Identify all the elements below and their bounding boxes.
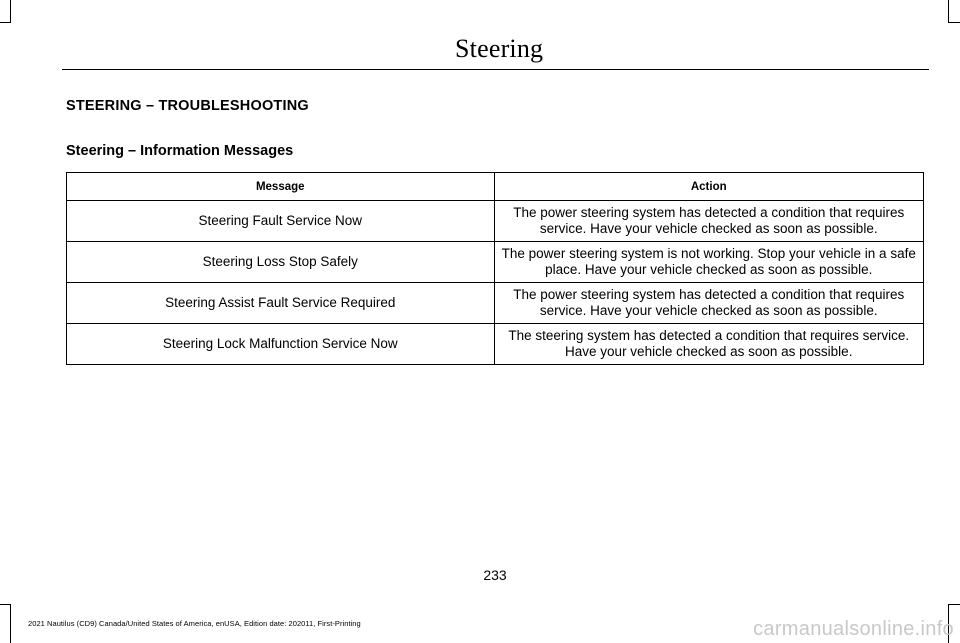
action-cell: The power steering system has detected a condition that requires service. Have your vehicle checked as soon as possible. (494, 201, 924, 242)
crop-mark-top-left (0, 22, 11, 23)
watermark: carmanualsonline.info (753, 618, 954, 640)
messages-table (66, 172, 924, 365)
table-row (67, 242, 924, 283)
action-cell: The power steering system is not working. Stop your vehicle in a safe place. Have your vehicle checked as soon as possible. (494, 242, 924, 283)
action-cell: The steering system has detected a condition that requires service. Have your vehicle checked as soon as possible. (494, 324, 924, 365)
table-row (67, 201, 924, 242)
crop-mark-bottom-right (948, 604, 960, 605)
message-cell: Steering Lock Malfunction Service Now (67, 324, 495, 365)
crop-mark-top-right (948, 22, 960, 23)
crop-mark-top-left (10, 0, 11, 22)
message-cell: Steering Loss Stop Safely (67, 242, 495, 283)
table-header-row (67, 173, 924, 201)
crop-mark-top-right (948, 0, 949, 22)
column-header-action: Action (494, 173, 924, 201)
column-header-message: Message (67, 173, 495, 201)
message-cell: Steering Fault Service Now (67, 201, 495, 242)
crop-mark-bottom-left (0, 604, 11, 605)
header-rule (62, 69, 929, 70)
edition-footer: 2021 Nautilus (CD9) Canada/United States of America, enUSA, Edition date: 202011, First-Printing (28, 619, 361, 628)
table-row (67, 283, 924, 324)
page-number: 233 (483, 567, 507, 583)
message-cell: Steering Assist Fault Service Required (67, 283, 495, 324)
sub-heading: Steering – Information Messages (66, 143, 294, 159)
crop-mark-bottom-left (10, 604, 11, 643)
section-heading: STEERING – TROUBLESHOOTING (66, 98, 309, 114)
table-row (67, 324, 924, 365)
action-cell: The power steering system has detected a condition that requires service. Have your vehicle checked as soon as possible. (494, 283, 924, 324)
chapter-title-text: Steering (455, 34, 544, 63)
